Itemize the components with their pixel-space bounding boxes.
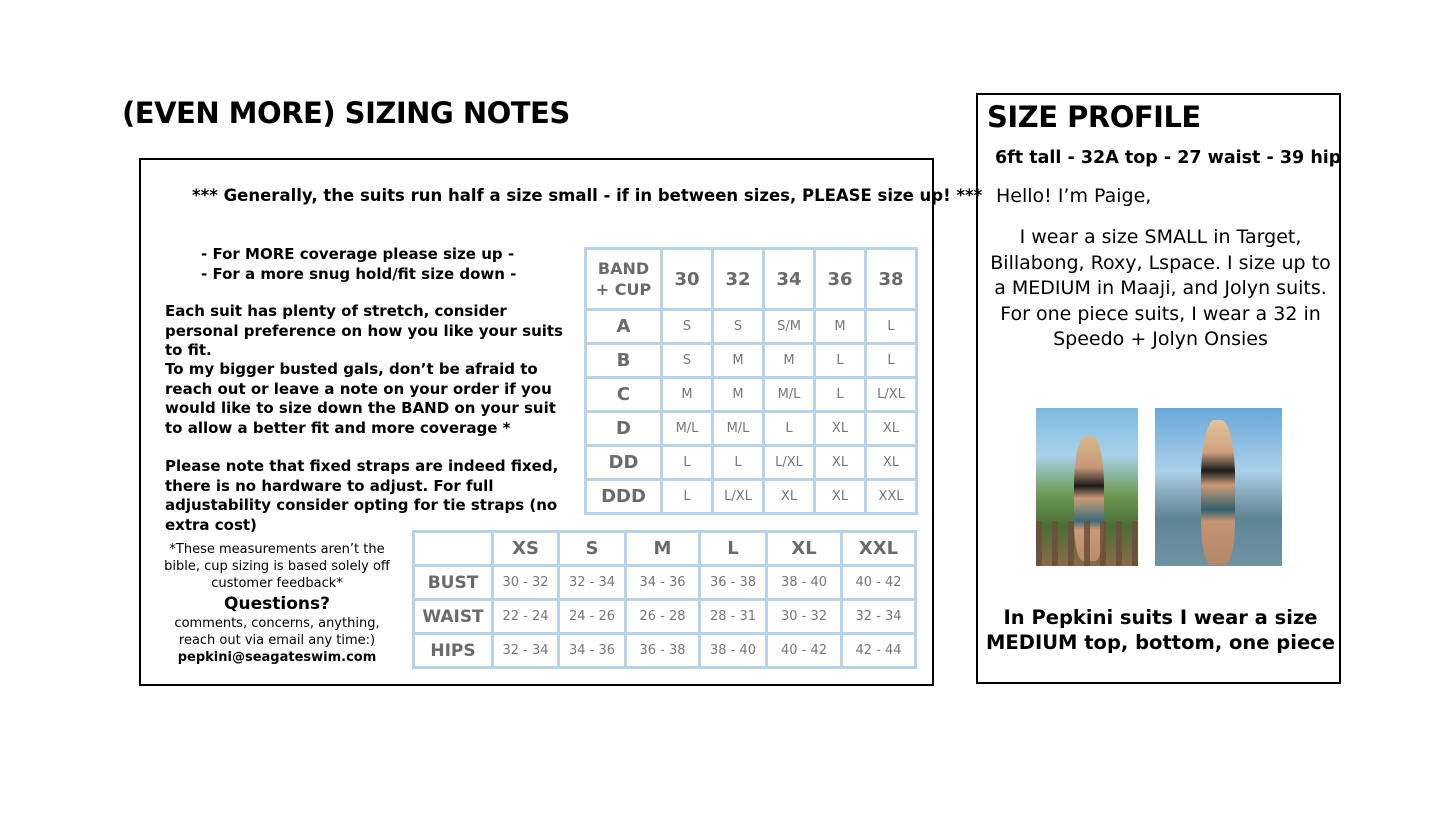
table-cell: M — [713, 378, 764, 412]
table-cell: M/L — [662, 412, 713, 446]
measure-label: BUST — [414, 566, 493, 600]
measure-label: HIPS — [414, 634, 493, 668]
band-header: 38 — [866, 249, 917, 310]
profile-brand-sizes: I wear a size SMALL in Target, Billabong, Roxy, Lspace. I size up to a MEDIUM in Maaji, and Jolyn suits. — [990, 226, 1331, 299]
table-cell: 34 - 36 — [626, 566, 700, 600]
straps-paragraph: Please note that fixed straps are indeed fixed, there is no hardware to adjust. For full adjustability consider opting for tie straps (no extra cost) — [165, 457, 559, 534]
table-header-row — [414, 532, 916, 566]
table-cell: M — [815, 310, 866, 344]
table-cell: 32 - 34 — [842, 600, 916, 634]
table-cell: L/XL — [713, 480, 764, 514]
table-cell: 28 - 31 — [700, 600, 767, 634]
table-cell: M — [662, 378, 713, 412]
profile-title: SIZE PROFILE — [987, 100, 1201, 134]
stretch-paragraph: Each suit has plenty of stretch, consider personal preference on how you like your suits to fit. — [165, 302, 563, 359]
table-cell: 38 - 40 — [700, 634, 767, 668]
band-header: 34 — [764, 249, 815, 310]
body-measurement-table — [412, 530, 917, 669]
table-cell: S/M — [764, 310, 815, 344]
profile-greeting: Hello! I’m Paige, — [996, 185, 1152, 207]
table-cell: 34 - 36 — [559, 634, 626, 668]
table-cell: S — [662, 344, 713, 378]
table-cell: 36 - 38 — [626, 634, 700, 668]
size-profile-panel — [976, 93, 1341, 684]
contact-block — [155, 541, 399, 666]
profile-stats: 6ft tall - 32A top - 27 waist - 39 hip — [995, 148, 1342, 168]
model-photo-dock — [1036, 408, 1138, 566]
table-cell: L/XL — [866, 378, 917, 412]
measurement-disclaimer: *These measurements aren’t the bible, cup sizing is based solely off customer feedback* — [164, 542, 390, 591]
table-row — [586, 310, 917, 344]
band-cup-corner-header: BAND + CUP — [586, 249, 662, 310]
table-cell: M — [713, 344, 764, 378]
coverage-tip-size-down: - For a more snug hold/fit size down - — [201, 265, 517, 283]
table-cell: L — [866, 310, 917, 344]
table-cell: 40 - 42 — [842, 566, 916, 600]
table-cell: XL — [815, 446, 866, 480]
band-cup-size-table — [584, 247, 918, 515]
table-cell: L — [815, 378, 866, 412]
size-header: XXL — [842, 532, 916, 566]
table-cell: 40 - 42 — [767, 634, 842, 668]
questions-text: comments, concerns, anything, reach out via email any time:) — [174, 616, 380, 648]
model-figure — [1201, 420, 1235, 565]
size-header: XL — [767, 532, 842, 566]
table-cell: 42 - 44 — [842, 634, 916, 668]
table-cell: L — [713, 446, 764, 480]
table-cell: M/L — [764, 378, 815, 412]
table-cell: L/XL — [764, 446, 815, 480]
table-cell: XL — [764, 480, 815, 514]
cup-label: C — [586, 378, 662, 412]
size-header: L — [700, 532, 767, 566]
coverage-tip-size-up: - For MORE coverage please size up - — [201, 245, 515, 263]
table-cell: S — [662, 310, 713, 344]
coverage-tips — [201, 244, 516, 284]
table-cell: L — [815, 344, 866, 378]
measure-label: WAIST — [414, 600, 493, 634]
profile-one-piece-sizes: For one piece suits, I wear a 32 in Speedo + Jolyn Onsies — [1000, 302, 1321, 350]
table-cell: XL — [815, 412, 866, 446]
table-row — [586, 446, 917, 480]
table-row — [586, 412, 917, 446]
table-cell: XL — [866, 412, 917, 446]
table-cell: 24 - 26 — [559, 600, 626, 634]
busted-paragraph: To my bigger busted gals, don’t be afraid to reach out or leave a note on your order if you would like to size down the BAND on your suit to allow a better fit and more coverage * — [165, 360, 556, 437]
pepkini-size-summary: In Pepkini suits I wear a size MEDIUM top, bottom, one piece — [986, 606, 1335, 654]
table-cell: XL — [866, 446, 917, 480]
questions-heading: Questions? — [224, 594, 330, 614]
cup-label: A — [586, 310, 662, 344]
table-cell: M/L — [713, 412, 764, 446]
size-header: XS — [493, 532, 559, 566]
general-sizing-note: *** Generally, the suits run half a size small - if in between sizes, PLEASE size up! *** — [192, 186, 983, 205]
table-cell: 32 - 34 — [559, 566, 626, 600]
sizing-notes-panel — [139, 158, 983, 686]
table-cell: L — [866, 344, 917, 378]
table-header-row — [586, 249, 917, 310]
cup-label: B — [586, 344, 662, 378]
cup-label: DDD — [586, 480, 662, 514]
table-row — [586, 378, 917, 412]
table-cell: M — [764, 344, 815, 378]
contact-email-link[interactable]: pepkini@seagateswim.com — [177, 650, 377, 665]
table-cell: 30 - 32 — [493, 566, 559, 600]
band-header: 32 — [713, 249, 764, 310]
dock-railing — [1036, 521, 1138, 566]
cup-label: DD — [586, 446, 662, 480]
empty-corner-header — [414, 532, 493, 566]
table-cell: 30 - 32 — [767, 600, 842, 634]
size-header: M — [626, 532, 700, 566]
table-cell: 36 - 38 — [700, 566, 767, 600]
table-cell: XL — [815, 480, 866, 514]
table-cell: S — [713, 310, 764, 344]
table-cell: L — [662, 480, 713, 514]
table-row — [586, 480, 917, 514]
table-cell: 38 - 40 — [767, 566, 842, 600]
cup-label: D — [586, 412, 662, 446]
table-cell: L — [662, 446, 713, 480]
band-header: 30 — [662, 249, 713, 310]
table-cell: 22 - 24 — [493, 600, 559, 634]
table-row — [414, 566, 916, 600]
band-header: 36 — [815, 249, 866, 310]
table-cell: 32 - 34 — [493, 634, 559, 668]
size-header: S — [559, 532, 626, 566]
table-row — [586, 344, 917, 378]
profile-description — [986, 225, 1335, 353]
table-cell: L — [764, 412, 815, 446]
table-row — [414, 634, 916, 668]
model-photo-water — [1155, 408, 1282, 566]
table-cell: XXL — [866, 480, 917, 514]
table-cell: 26 - 28 — [626, 600, 700, 634]
table-row — [414, 600, 916, 634]
page-title: (EVEN MORE) SIZING NOTES — [122, 96, 570, 130]
